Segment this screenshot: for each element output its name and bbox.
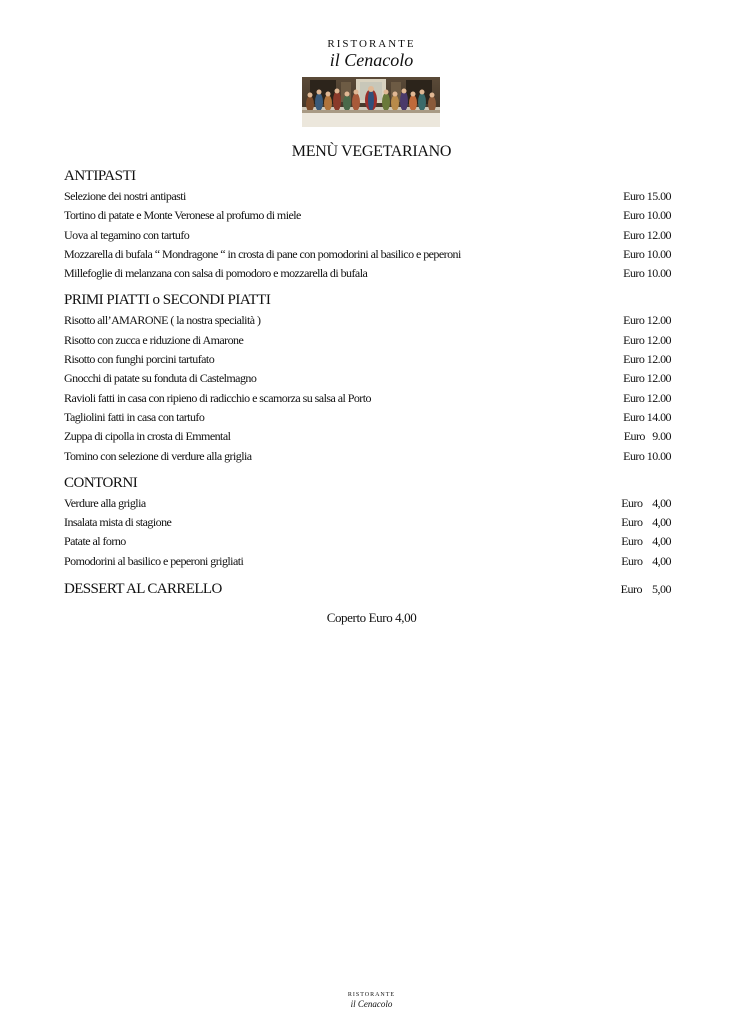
menu-item bbox=[64, 245, 671, 264]
section-title: CONTORNI bbox=[64, 474, 138, 491]
item-name: Patate al forno bbox=[64, 534, 126, 549]
item-name: Pomodorini al basilico e peperoni grigliati bbox=[64, 553, 244, 568]
menu-item bbox=[64, 350, 671, 369]
coperto-note: Coperto Euro 4,00 bbox=[326, 610, 417, 625]
item-price: Euro 12.00 bbox=[623, 313, 671, 328]
dessert-price: Euro 5,00 bbox=[620, 582, 671, 597]
menu-item bbox=[64, 311, 671, 330]
item-price: Euro 12.00 bbox=[623, 332, 671, 347]
item-price: Euro 10.00 bbox=[623, 266, 671, 281]
item-price: Euro 4,00 bbox=[621, 553, 671, 568]
dessert-row bbox=[64, 578, 671, 600]
menu-item bbox=[64, 513, 671, 532]
item-price: Euro 10.00 bbox=[623, 208, 671, 223]
menu-item bbox=[64, 187, 671, 206]
item-name: Insalata mista di stagione bbox=[64, 515, 172, 530]
item-name: Verdure alla griglia bbox=[64, 495, 146, 510]
menu-body bbox=[64, 166, 671, 600]
menu-item bbox=[64, 226, 671, 245]
menu-item bbox=[64, 532, 671, 551]
ristorante-label: RISTORANTE bbox=[327, 38, 416, 50]
footer-restaurant-name: il Cenacolo bbox=[350, 999, 393, 1009]
item-price: Euro 15.00 bbox=[623, 189, 671, 203]
item-name: Tagliolini fatti in casa con tartufo bbox=[64, 409, 205, 424]
item-name: Uova al tegamino con tartufo bbox=[64, 227, 190, 242]
item-price: Euro 4,00 bbox=[621, 495, 671, 510]
menu-item bbox=[64, 408, 671, 427]
item-price: Euro 10.00 bbox=[623, 246, 671, 261]
item-price: Euro 12.00 bbox=[623, 352, 671, 367]
item-name: Gnocchi di patate su fonduta di Castelmagno bbox=[64, 371, 257, 386]
menu-item bbox=[64, 369, 671, 388]
item-name: Millefoglie di melanzana con salsa di pomodoro e mozzarella di bufala bbox=[64, 266, 368, 281]
item-price: Euro 14.00 bbox=[623, 409, 671, 424]
item-name: Selezione dei nostri antipasti bbox=[64, 189, 186, 203]
menu-item bbox=[64, 427, 671, 446]
menu-item bbox=[64, 447, 671, 466]
section-contorni bbox=[64, 473, 671, 571]
dessert-name: DESSERT AL CARRELLO bbox=[64, 581, 222, 598]
item-name: Risotto all’AMARONE ( la nostra specialità ) bbox=[64, 313, 261, 328]
footer-logo bbox=[0, 992, 743, 1009]
item-price: Euro 4,00 bbox=[621, 534, 671, 549]
item-name: Mozzarella di bufala “ Mondragone “ in crosta di pane con pomodorini al basilico e peperoni bbox=[64, 246, 461, 261]
item-price: Euro 4,00 bbox=[621, 515, 671, 530]
menu-item bbox=[64, 331, 671, 350]
section-title: ANTIPASTI bbox=[64, 168, 136, 184]
menu-item bbox=[64, 389, 671, 408]
menu-item bbox=[64, 264, 671, 283]
section-title: PRIMI PIATTI o SECONDI PIATTI bbox=[64, 292, 271, 309]
menu-item bbox=[64, 206, 671, 225]
restaurant-name: il Cenacolo bbox=[329, 50, 414, 70]
footer-ristorante-label: RISTORANTE bbox=[347, 992, 396, 998]
item-name: Risotto con zucca e riduzione di Amarone bbox=[64, 332, 244, 347]
section-primi-secondi bbox=[64, 290, 671, 465]
section-antipasti bbox=[64, 166, 671, 283]
item-price: Euro 12.00 bbox=[623, 390, 671, 405]
item-name: Tomino con selezione di verdure alla griglia bbox=[64, 448, 252, 463]
menu-item bbox=[64, 494, 671, 513]
menu-title: MENÙ VEGETARIANO bbox=[291, 143, 452, 160]
restaurant-logo bbox=[0, 38, 743, 70]
last-supper-painting-icon bbox=[302, 77, 440, 127]
item-price: Euro 12.00 bbox=[623, 371, 671, 386]
item-price: Euro 10.00 bbox=[623, 448, 671, 463]
item-price: Euro 9.00 bbox=[623, 429, 671, 444]
item-name: Ravioli fatti in casa con ripieno di radicchio e scamorza su salsa al Porto bbox=[64, 390, 371, 405]
item-price: Euro 12.00 bbox=[623, 227, 671, 242]
item-name: Tortino di patate e Monte Veronese al profumo di miele bbox=[64, 208, 301, 223]
item-name: Zuppa di cipolla in crosta di Emmental bbox=[64, 429, 231, 444]
menu-item bbox=[64, 552, 671, 571]
item-name: Risotto con funghi porcini tartufato bbox=[64, 352, 215, 367]
